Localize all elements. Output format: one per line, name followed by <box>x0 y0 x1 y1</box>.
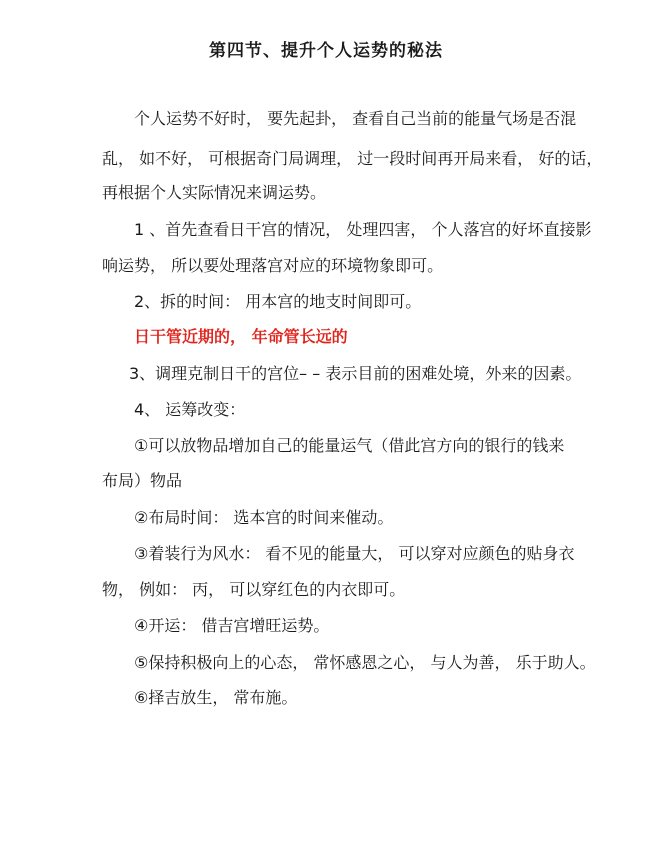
para2-line1: 1 、首先查看日干宫的情况， 处理四害， 个人落宫的好坏直接影 <box>134 220 592 239</box>
sub1-line1: ①可以放物品增加自己的能量运气（借此宫方向的银行的钱来 <box>134 436 565 455</box>
para1-line3: 再根据个人实际情况来调运势。 <box>102 183 327 202</box>
sub6: ⑥择吉放生， 常布施。 <box>134 688 298 707</box>
item-3: 3、调理克制日干的宫位– – 表示目前的困难处境，外来的因素。 <box>129 364 582 383</box>
para1-line2: 乱， 如不好， 可根据奇门局调理， 过一段时间再开局来看， 好的话， <box>102 149 603 168</box>
para2-line2: 响运势， 所以要处理落宫对应的环境物象即可。 <box>102 256 444 275</box>
sub1-line2: 布局）物品 <box>102 471 183 490</box>
sub3-line2: 物， 例如： 丙， 可以穿红色的内衣即可。 <box>102 580 406 599</box>
sub3-line1: ③着装行为风水： 看不见的能量大， 可以穿对应颜色的贴身衣 <box>134 544 575 563</box>
highlight-note: 日干管近期的， 年命管长远的 <box>134 327 348 346</box>
para1-line1: 个人运势不好时， 要先起卦， 查看自己当前的能量气场是否混 <box>134 109 577 128</box>
item-2: 2、拆的时间： 用本宫的地支时间即可。 <box>134 292 422 311</box>
sub4: ④开运： 借吉宫增旺运势。 <box>134 616 330 635</box>
section-title: 第四节、提升个人运势的秘法 <box>209 41 443 61</box>
item-4: 4、 运筹改变： <box>134 400 246 419</box>
sub5: ⑤保持积极向上的心态， 常怀感恩之心， 与人为善， 乐于助人。 <box>134 653 596 672</box>
sub2: ②布局时间： 选本宫的时间来催动。 <box>134 508 394 527</box>
